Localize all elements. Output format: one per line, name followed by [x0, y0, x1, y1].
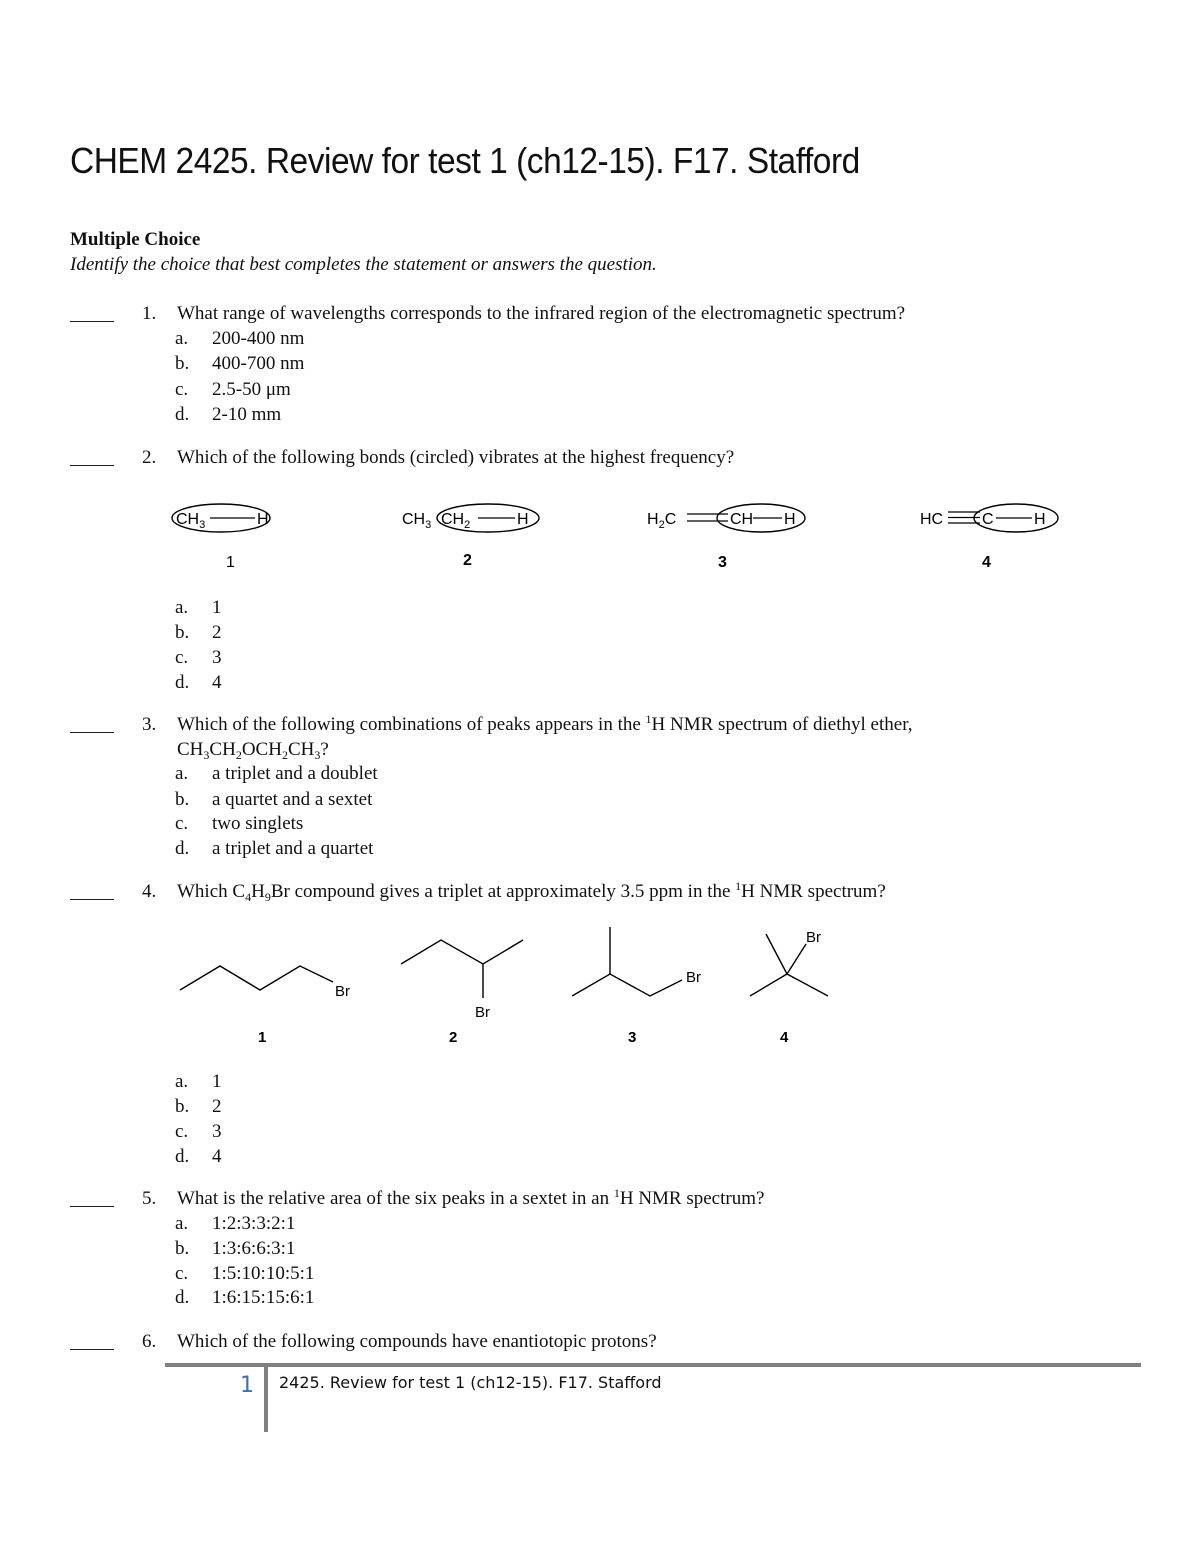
option: d. a triplet and a quartet [175, 838, 374, 859]
structure-label: 3 [718, 554, 727, 571]
option: b. 1:3:6:6:3:1 [175, 1238, 296, 1259]
structure-4 [920, 504, 1058, 571]
structure-label: 1 [258, 1029, 267, 1046]
atom-label: H [784, 511, 796, 528]
bromoalkane-structures-figure [170, 920, 850, 1050]
bromine-label: Br [335, 983, 350, 1000]
bond-structures-figure [160, 495, 1080, 580]
structure-3 [647, 504, 805, 571]
question-number: 3. [142, 714, 157, 735]
atom-label: $H_2C$ [647, 511, 677, 531]
atom-label: HC [920, 511, 944, 528]
atom-label: $CH_3$ [176, 511, 206, 531]
question-text: What range of wavelengths corresponds to the infrared region of the electromagnetic spectrum? [177, 303, 906, 324]
option: b. a quartet and a sextet [175, 789, 373, 810]
question-number: 2. [142, 447, 157, 468]
atom-label: $CH_3$ [402, 511, 432, 531]
atom-label: H [517, 511, 529, 528]
question-text: Which of the following combinations of peaks appears in the $^1$H NMR spectrum of diethyl ether, [177, 712, 913, 735]
structure-label: 2 [463, 552, 472, 569]
question-number: 5. [142, 1188, 157, 1209]
atom-label: CH [730, 511, 754, 528]
option: a. a triplet and a doublet [175, 763, 378, 784]
bromine-label: Br [475, 1004, 490, 1021]
option: a. 1 [175, 597, 222, 618]
question-number: 4. [142, 881, 157, 902]
bromine-label: Br [686, 969, 701, 986]
option: b. 2 [175, 622, 222, 643]
bromine-label: Br [806, 929, 821, 946]
structure-label: 4 [780, 1029, 789, 1046]
option: d. 4 [175, 1146, 222, 1167]
answer-blank[interactable] [70, 1349, 114, 1350]
structure-1 [180, 966, 333, 990]
option: c. 2.5-50 μm [175, 379, 291, 400]
option: b. 400-700 nm [175, 353, 305, 374]
structure-label: 3 [628, 1029, 637, 1046]
option: c. 3 [175, 1121, 222, 1142]
structure-label: 2 [449, 1029, 458, 1046]
question-text: Which of the following compounds have enantiotopic protons? [177, 1331, 657, 1352]
structure-3 [572, 927, 682, 996]
question-number: 1. [142, 303, 157, 324]
answer-blank[interactable] [70, 899, 114, 900]
option: a. 200-400 nm [175, 328, 305, 349]
option: b. 2 [175, 1096, 222, 1117]
answer-blank[interactable] [70, 732, 114, 733]
option: d. 2-10 mm [175, 404, 282, 425]
question-number: 6. [142, 1331, 157, 1352]
answer-blank[interactable] [70, 321, 114, 322]
footer-text: 2425. Review for test 1 (ch12-15). F17. Stafford [279, 1373, 662, 1392]
option: a. 1:2:3:3:2:1 [175, 1213, 296, 1234]
question-text: Which of the following bonds (circled) vibrates at the highest frequency? [177, 447, 735, 468]
option: d. 1:6:15:15:6:1 [175, 1287, 315, 1308]
option: d. 4 [175, 672, 222, 693]
question-text: Which $C_4H_9Br$ compound gives a triplet at approximately 3.5 ppm in the $^1$H NMR spectrum? [177, 879, 886, 904]
section-instructions: Identify the choice that best completes the statement or answers the question. [70, 254, 657, 275]
option: c. 3 [175, 647, 222, 668]
document-title: CHEM 2425. Review for test 1 (ch12-15). F17. Stafford [70, 140, 860, 181]
atom-label: H [257, 511, 269, 528]
structure-2 [402, 504, 539, 569]
option: c. two singlets [175, 813, 304, 834]
atom-label: C [982, 511, 994, 528]
footer-divider [264, 1366, 268, 1432]
answer-blank[interactable] [70, 465, 114, 466]
page-number: 1 [240, 1373, 254, 1398]
structure-1 [172, 504, 270, 571]
structure-2 [401, 940, 523, 998]
atom-label: $CH_2$ [441, 511, 471, 531]
option: c. 1:5:10:10:5:1 [175, 1263, 315, 1284]
section-title: Multiple Choice [70, 229, 201, 250]
answer-blank[interactable] [70, 1206, 114, 1207]
option: a. 1 [175, 1071, 222, 1092]
footer-rule [165, 1363, 1141, 1367]
structure-label: 4 [982, 554, 991, 571]
question-formula: $CH_3CH_2OCH_2CH_3$? [177, 739, 329, 762]
atom-label: H [1034, 511, 1046, 528]
question-text: What is the relative area of the six peaks in a sextet in an $^1$H NMR spectrum? [177, 1186, 765, 1209]
structure-label: 1 [226, 554, 235, 571]
